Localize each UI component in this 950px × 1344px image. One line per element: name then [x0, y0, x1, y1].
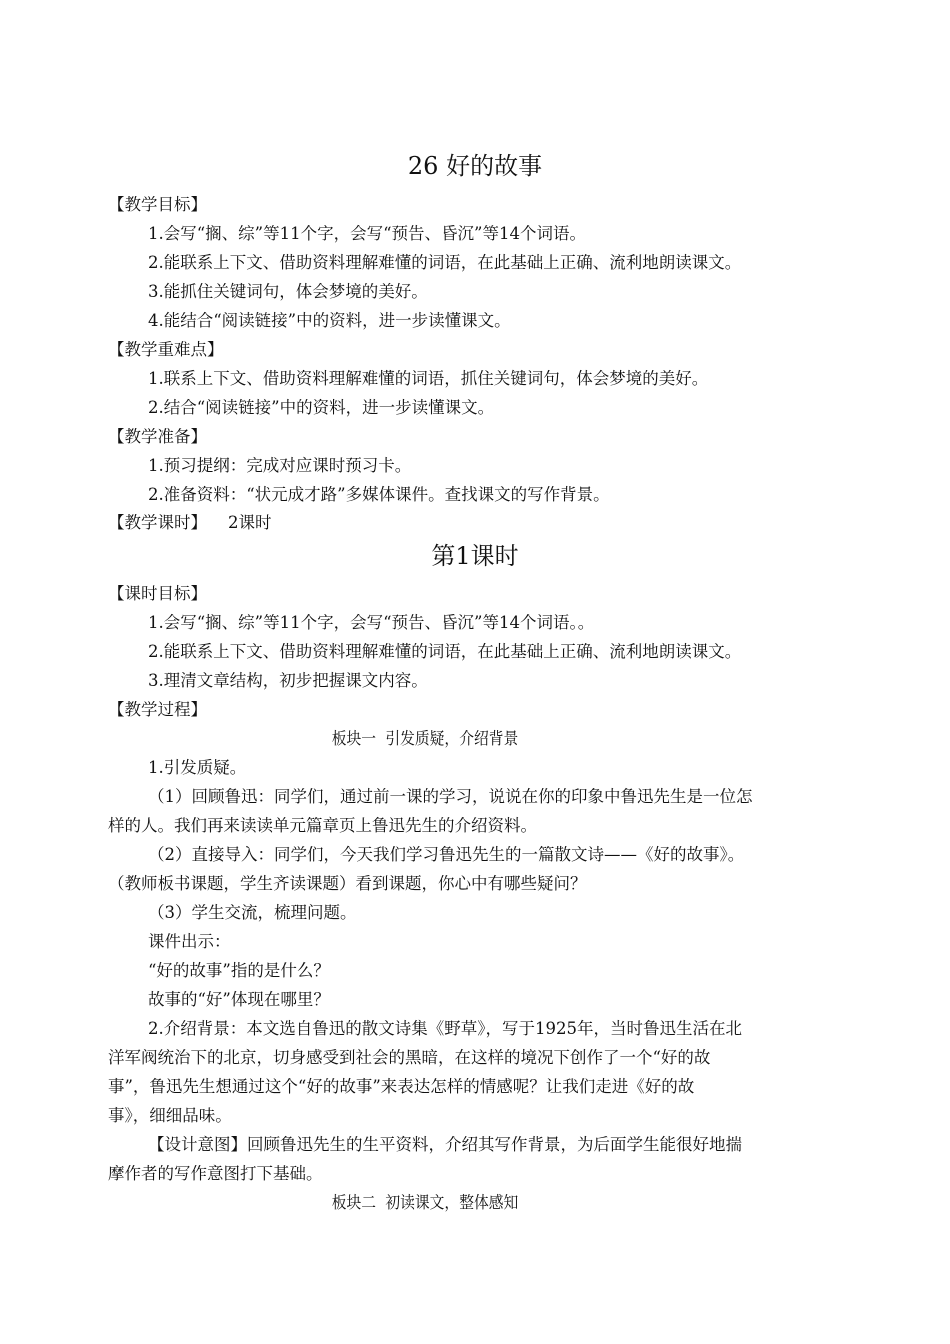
- objective-item: 3.能抓住关键词句，体会梦境的美好。: [148, 282, 428, 301]
- background-paragraph-continued: 洋军阀统治下的北京，切身感受到社会的黑暗，在这样的境况下创作了一个“好的故: [108, 1048, 711, 1067]
- preparation-header: 【教学准备】: [108, 427, 207, 446]
- background-paragraph: 2.介绍背景：本文选自鲁迅的散文诗集《野草》，写于1925年，当时鲁迅生活在北: [148, 1019, 742, 1038]
- lesson-objective-item: 1.会写“搁、综”等11个字，会写“预告、昏沉”等14个词语。。: [148, 613, 595, 632]
- objective-item: 4.能结合“阅读链接”中的资料，进一步读懂课文。: [148, 311, 511, 330]
- courseware-label: 课件出示：: [148, 932, 231, 951]
- process-header: 【教学过程】: [108, 700, 207, 719]
- background-paragraph-continued: 事”，鲁迅先生想通过这个“好的故事”来表达怎样的情感呢？让我们走进《好的故: [108, 1077, 695, 1096]
- question-item: “好的故事”指的是什么？: [148, 961, 330, 980]
- key-point-item: 2.结合“阅读链接”中的资料，进一步读懂课文。: [148, 398, 495, 417]
- preparation-item: 2.准备资料：“状元成才路”多媒体课件。查找课文的写作背景。: [148, 485, 610, 504]
- paragraph-review: （1）回顾鲁迅：同学们，通过前一课的学习，说说在你的印象中鲁迅先生是一位怎: [148, 787, 753, 806]
- lesson-objectives-header: 【课时目标】: [108, 584, 207, 603]
- objective-item: 2.能联系上下文、借助资料理解难懂的词语，在此基础上正确、流利地朗读课文。: [148, 253, 742, 272]
- question-item: 故事的“好”体现在哪里？: [148, 990, 330, 1009]
- design-intent-continued: 摩作者的写作意图打下基础。: [108, 1164, 323, 1183]
- objectives-header: 【教学目标】: [108, 195, 207, 214]
- key-point-item: 1.联系上下文、借助资料理解难懂的词语，抓住关键词句，体会梦境的美好。: [148, 369, 709, 388]
- design-intent: 【设计意图】回顾鲁迅先生的生平资料，介绍其写作背景，为后面学生能很好地揣: [148, 1135, 742, 1154]
- lesson-objective-item: 2.能联系上下文、借助资料理解难懂的词语，在此基础上正确、流利地朗读课文。: [148, 642, 742, 661]
- key-points-header: 【教学重难点】: [108, 340, 224, 359]
- preparation-item: 1.预习提纲：完成对应课时预习卡。: [148, 456, 412, 475]
- objective-item: 1.会写“搁、综”等11个字，会写“预告、昏沉”等14个词语。: [148, 224, 586, 243]
- paragraph-discussion: （3）学生交流，梳理问题。: [148, 903, 357, 922]
- block-two-title: 板块二 初读课文，整体感知: [331, 1193, 519, 1212]
- step-one: 1.引发质疑。: [148, 758, 247, 777]
- teaching-hours: 【教学课时】 2课时: [108, 513, 272, 532]
- paragraph-review-continued: 样的人。我们再来读读单元篇章页上鲁迅先生的介绍资料。: [108, 816, 537, 835]
- lesson-title: 第1课时: [431, 542, 519, 570]
- paragraph-intro: （2）直接导入：同学们，今天我们学习鲁迅先生的一篇散文诗——《好的故事》。: [148, 845, 745, 864]
- lesson-objective-item: 3.理清文章结构，初步把握课文内容。: [148, 671, 428, 690]
- document-title: 26 好的故事: [407, 152, 543, 180]
- block-one-title: 板块一 引发质疑，介绍背景: [331, 729, 519, 748]
- background-paragraph-continued: 事》，细细品味。: [108, 1106, 232, 1125]
- paragraph-intro-continued: （教师板书课题，学生齐读课题）看到课题，你心中有哪些疑问？: [108, 874, 587, 893]
